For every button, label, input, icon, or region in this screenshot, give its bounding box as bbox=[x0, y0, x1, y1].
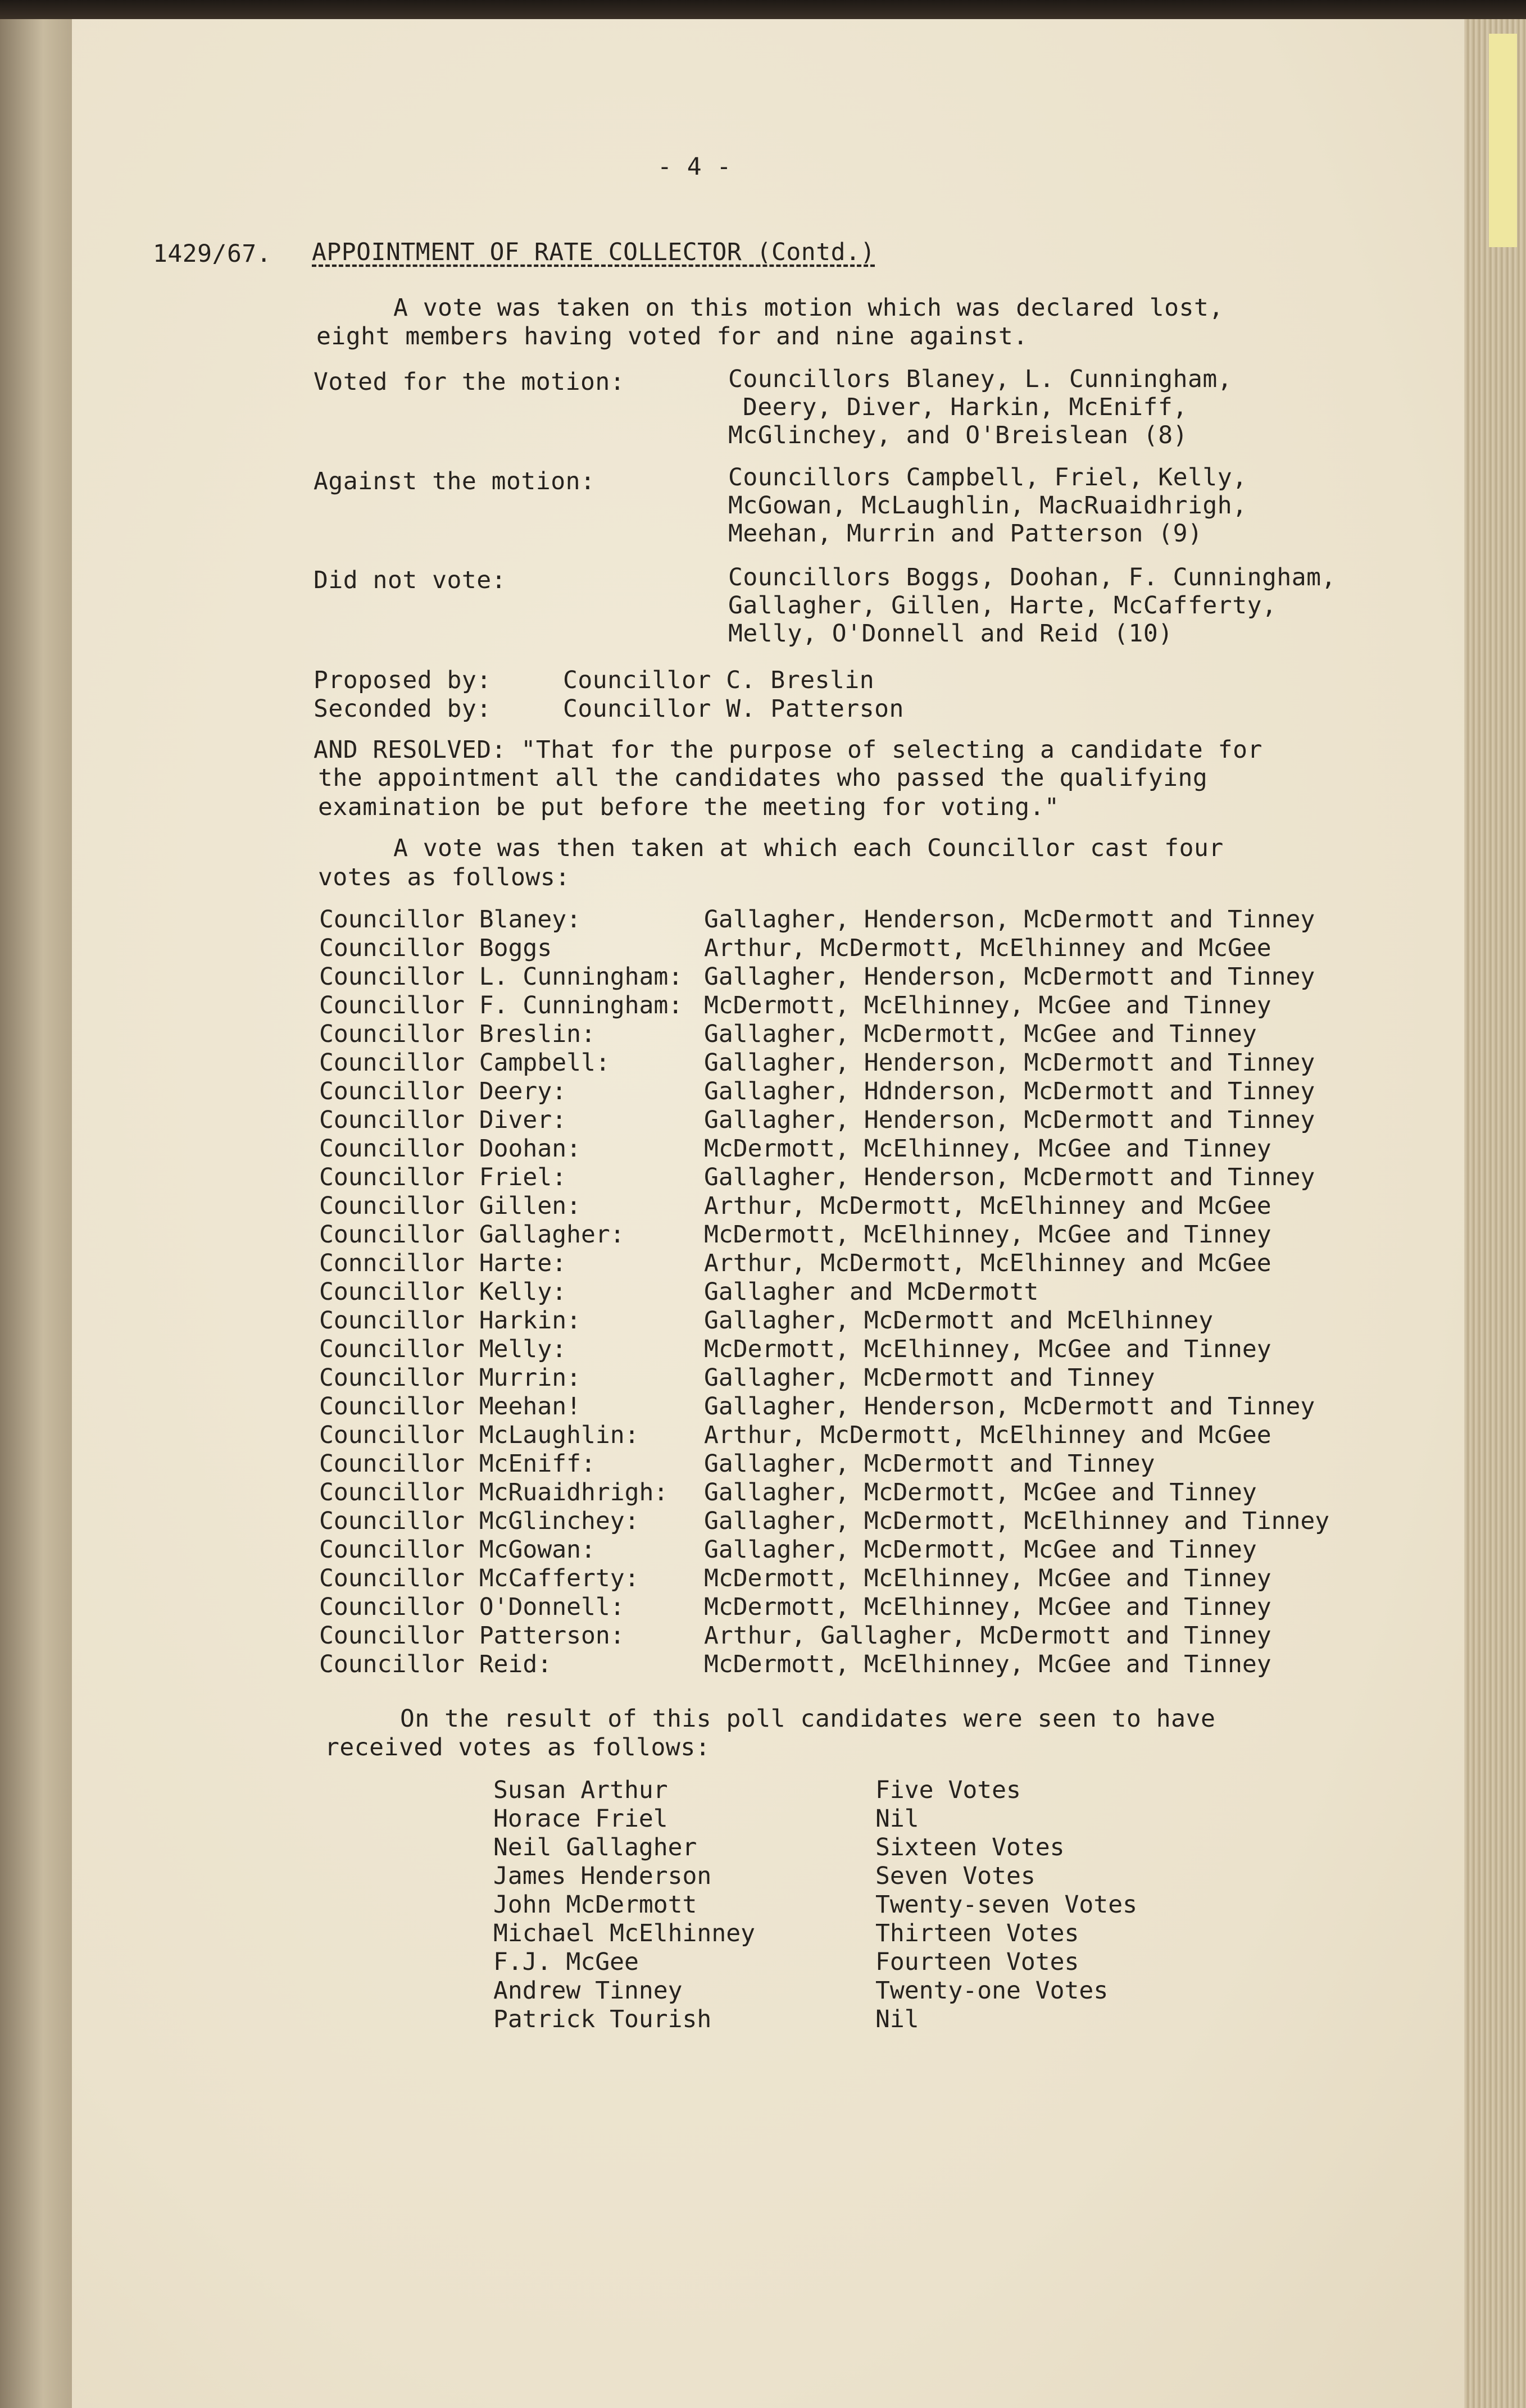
councillor-name: Councillor McGlinchey: bbox=[319, 1507, 639, 1535]
candidate-votes: Nil bbox=[875, 2005, 919, 2033]
councillor-name: Councillor Meehan! bbox=[319, 1392, 581, 1421]
seconded-by: Councillor W. Patterson bbox=[563, 695, 904, 723]
book-top-edge bbox=[0, 0, 1526, 19]
candidate-name: Neil Gallagher bbox=[493, 1833, 697, 1861]
candidate-name: Michael McElhinney bbox=[493, 1919, 755, 1947]
councillor-name: Councillor McGowan: bbox=[319, 1536, 596, 1564]
candidate-votes: Thirteen Votes bbox=[875, 1919, 1079, 1947]
councillor-name: Councillor Friel: bbox=[319, 1163, 567, 1191]
did-not-vote-line-1: Councillors Boggs, Doohan, F. Cunningham, bbox=[728, 563, 1336, 591]
councillor-votes: Gallagher, McDermott and McElhinney bbox=[704, 1307, 1214, 1335]
councillor-votes: McDermott, McElhinney, McGee and Tinney bbox=[704, 991, 1271, 1019]
councillor-name: Councillor Gillen: bbox=[319, 1192, 581, 1220]
councillor-votes: Gallagher, McDermott and Tinney bbox=[704, 1364, 1155, 1392]
for-label: Voted for the motion: bbox=[314, 368, 625, 396]
councillor-votes: McDermott, McElhinney, McGee and Tinney bbox=[704, 1564, 1271, 1592]
resolution-line-3: examination be put before the meeting for voting." bbox=[318, 793, 1060, 821]
against-line-1: Councillors Campbell, Friel, Kelly, bbox=[728, 463, 1247, 491]
councillor-votes: Gallagher, McDermott, McGee and Tinney bbox=[704, 1478, 1257, 1506]
proposed-by: Councillor C. Breslin bbox=[563, 666, 875, 694]
page-stack-edge bbox=[1464, 19, 1526, 2408]
councillor-name: Conncillor Harte: bbox=[319, 1249, 567, 1277]
book-gutter bbox=[0, 19, 72, 2408]
candidate-votes: Twenty-one Votes bbox=[875, 1977, 1109, 2005]
councillor-name: Councillor Breslin: bbox=[319, 1020, 596, 1048]
councillor-votes: Gallagher, McDermott, McGee and Tinney bbox=[704, 1536, 1257, 1564]
poll-intro-line-1: A vote was then taken at which each Councillor cast four bbox=[393, 834, 1224, 862]
councillor-votes: Arthur, McDermott, McElhinney and McGee bbox=[704, 1192, 1271, 1220]
councillor-votes: Gallagher, Henderson, McDermott and Tinney bbox=[704, 905, 1315, 934]
candidate-name: Susan Arthur bbox=[493, 1776, 668, 1804]
against-line-2: McGowan, McLaughlin, MacRuaidhrigh, bbox=[728, 491, 1247, 520]
councillor-votes: McDermott, McElhinney, McGee and Tinney bbox=[704, 1650, 1271, 1678]
councillor-votes: Gallagher, Henderson, McDermott and Tinney bbox=[704, 1163, 1315, 1191]
vote-intro-line-2: eight members having voted for and nine against. bbox=[316, 322, 1028, 350]
councillor-name: Councillor Murrin: bbox=[319, 1364, 581, 1392]
councillor-name: Councillor Deery: bbox=[319, 1077, 567, 1105]
result-intro-line-2: received votes as follows: bbox=[325, 1733, 711, 1761]
councillor-name: Councillor L. Cunningham: bbox=[319, 963, 683, 991]
councillor-name: Councillor McLaughlin: bbox=[319, 1421, 639, 1449]
candidate-votes: Five Votes bbox=[875, 1776, 1021, 1804]
candidate-name: F.J. McGee bbox=[493, 1948, 639, 1976]
councillor-name: Councillor Patterson: bbox=[319, 1622, 625, 1650]
councillor-votes: Gallagher and McDermott bbox=[704, 1278, 1039, 1306]
councillor-name: Councillor Boggs bbox=[319, 934, 552, 962]
did-not-vote-line-2: Gallagher, Gillen, Harte, McCafferty, bbox=[728, 591, 1277, 620]
candidate-name: James Henderson bbox=[493, 1862, 712, 1890]
councillor-votes: Arthur, McDermott, McElhinney and McGee bbox=[704, 1249, 1271, 1277]
councillor-votes: McDermott, McElhinney, McGee and Tinney bbox=[704, 1593, 1271, 1621]
resolution-line-1: AND RESOLVED: "That for the purpose of selecting a candidate for bbox=[314, 736, 1262, 764]
councillor-name: Councillor Harkin: bbox=[319, 1307, 581, 1335]
candidate-name: Patrick Tourish bbox=[493, 2005, 712, 2033]
councillor-name: Councillor Kelly: bbox=[319, 1278, 567, 1306]
councillor-votes: Arthur, McDermott, McElhinney and McGee bbox=[704, 934, 1271, 962]
candidate-name: Andrew Tinney bbox=[493, 1977, 683, 2005]
for-line-3: McGlinchey, and O'Breislean (8) bbox=[728, 421, 1188, 449]
candidate-votes: Sixteen Votes bbox=[875, 1833, 1065, 1861]
councillor-votes: Gallagher, McDermott, McGee and Tinney bbox=[704, 1020, 1257, 1048]
councillor-name: Councillor McRuaidhrigh: bbox=[319, 1478, 669, 1506]
councillor-votes: McDermott, McElhinney, McGee and Tinney bbox=[704, 1135, 1271, 1163]
councillor-name: Councillor Reid: bbox=[319, 1650, 552, 1678]
councillor-name: Councillor Melly: bbox=[319, 1335, 567, 1363]
councillor-name: Councillor O'Donnell: bbox=[319, 1593, 625, 1621]
councillor-votes: Gallagher, McDermott and Tinney bbox=[704, 1450, 1155, 1478]
councillor-name: Councillor McCafferty: bbox=[319, 1564, 639, 1592]
poll-intro-line-2: votes as follows: bbox=[318, 863, 570, 891]
minute-number: 1429/67. bbox=[153, 240, 272, 268]
councillor-votes: Gallagher, Henderson, McDermott and Tinney bbox=[704, 1049, 1315, 1077]
yellow-marker-tab bbox=[1489, 34, 1517, 247]
councillor-name: Councillor Gallagher: bbox=[319, 1221, 625, 1249]
seconded-label: Seconded by: bbox=[314, 695, 492, 723]
for-line-2: Deery, Diver, Harkin, McEniff, bbox=[743, 393, 1188, 421]
councillor-votes: McDermott, McElhinney, McGee and Tinney bbox=[704, 1335, 1271, 1363]
councillor-votes: Gallagher, Henderson, McDermott and Tinney bbox=[704, 1106, 1315, 1134]
did-not-vote-label: Did not vote: bbox=[314, 566, 507, 594]
result-intro-line-1: On the result of this poll candidates were seen to have bbox=[400, 1705, 1216, 1733]
councillor-name: Councillor Diver: bbox=[319, 1106, 567, 1134]
councillor-votes: Gallagher, Henderson, McDermott and Tinney bbox=[704, 963, 1315, 991]
candidate-votes: Seven Votes bbox=[875, 1862, 1036, 1890]
candidate-name: John McDermott bbox=[493, 1891, 697, 1919]
page-number: - 4 - bbox=[657, 153, 732, 181]
councillor-votes: Arthur, Gallagher, McDermott and Tinney bbox=[704, 1622, 1271, 1650]
councillor-name: Councillor Campbell: bbox=[319, 1049, 610, 1077]
for-line-1: Councillors Blaney, L. Cunningham, bbox=[728, 365, 1233, 393]
proposed-label: Proposed by: bbox=[314, 666, 492, 694]
candidate-votes: Fourteen Votes bbox=[875, 1948, 1079, 1976]
candidate-votes: Twenty-seven Votes bbox=[875, 1891, 1137, 1919]
resolution-line-2: the appointment all the candidates who passed the qualifying bbox=[318, 764, 1208, 792]
against-label: Against the motion: bbox=[314, 467, 596, 495]
councillor-name: Councillor Blaney: bbox=[319, 905, 581, 934]
section-title: APPOINTMENT OF RATE COLLECTOR (Contd.) bbox=[312, 238, 875, 266]
councillor-votes: Gallagher, McDermott, McElhinney and Tinney bbox=[704, 1507, 1330, 1535]
councillor-votes: Gallagher, Henderson, McDermott and Tinney bbox=[704, 1392, 1315, 1421]
councillor-name: Councillor F. Cunningham: bbox=[319, 991, 683, 1019]
councillor-votes: Arthur, McDermott, McElhinney and McGee bbox=[704, 1421, 1271, 1449]
did-not-vote-line-3: Melly, O'Donnell and Reid (10) bbox=[728, 620, 1173, 648]
candidate-votes: Nil bbox=[875, 1805, 919, 1833]
councillor-votes: Gallagher, Hdnderson, McDermott and Tinney bbox=[704, 1077, 1315, 1105]
vote-intro-line-1: A vote was taken on this motion which was declared lost, bbox=[393, 294, 1224, 322]
against-line-3: Meehan, Murrin and Patterson (9) bbox=[728, 520, 1203, 548]
councillor-name: Councillor Doohan: bbox=[319, 1135, 581, 1163]
candidate-name: Horace Friel bbox=[493, 1805, 668, 1833]
councillor-name: Councillor McEniff: bbox=[319, 1450, 596, 1478]
councillor-votes: McDermott, McElhinney, McGee and Tinney bbox=[704, 1221, 1271, 1249]
